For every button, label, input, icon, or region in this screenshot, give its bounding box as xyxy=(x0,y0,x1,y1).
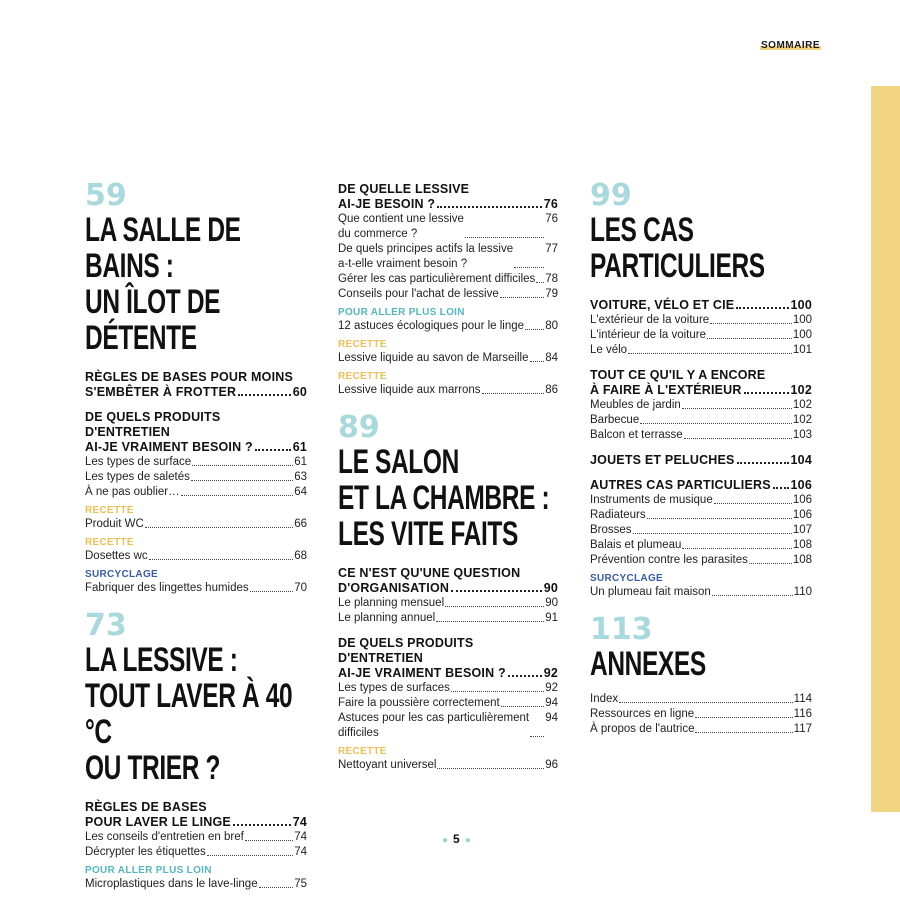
side-color-bar xyxy=(871,86,900,812)
toc-column-2 xyxy=(338,180,558,773)
recette-tag: RECETTE xyxy=(338,746,387,757)
toc-entry[interactable]: À propos de l'autrice 117 xyxy=(590,723,812,735)
toc-entry[interactable]: Balcon et terrasse 103 xyxy=(590,429,812,441)
chapter-title: ANNEXES xyxy=(590,645,706,683)
toc-entry[interactable]: Un plumeau fait maison 110 xyxy=(590,586,812,598)
toc-entry[interactable]: Nettoyant universel 96 xyxy=(338,759,558,771)
chapter-page-number: 89 xyxy=(338,410,380,445)
recette-tag: RECETTE xyxy=(85,505,134,516)
toc-entry[interactable]: Décrypter les étiquettes 74 xyxy=(85,846,307,858)
page-number: ● 5 ● xyxy=(442,832,471,846)
toc-entry[interactable]: Barbecue 102 xyxy=(590,414,812,426)
section-heading[interactable]: AUTRES CAS PARTICULIERS 106 xyxy=(590,478,812,492)
chapter-page-number: 73 xyxy=(85,608,127,643)
bullet-icon: ● xyxy=(442,835,449,846)
chapter-title: LA SALLE DE BAINS : UN ÎLOT DE DÉTENTE xyxy=(85,211,241,357)
chapter-title: LE SALON ET LA CHAMBRE : LES VITE FAITS xyxy=(338,443,550,553)
chapter-title: LA LESSIVE : TOUT LAVER À 40 °C OU TRIER ? xyxy=(85,641,293,787)
toc-entry[interactable]: À ne pas oublier… 64 xyxy=(85,486,307,498)
toc-entry[interactable]: Que contient une lessive du commerce ? 76 xyxy=(338,213,558,240)
toc-entry[interactable]: Lessive liquide au savon de Marseille 84 xyxy=(338,352,558,364)
toc-entry[interactable]: Le planning mensuel 90 xyxy=(338,597,558,609)
recette-tag: RECETTE xyxy=(338,339,387,350)
section-heading[interactable]: CE N'EST QU'UNE QUESTION D'ORGANISATION 90 xyxy=(338,566,558,595)
toc-entry[interactable]: L'intérieur de la voiture 100 xyxy=(590,329,812,341)
toc-entry[interactable]: Produit WC 66 xyxy=(85,518,307,530)
toc-entry[interactable]: Prévention contre les parasites 108 xyxy=(590,554,812,566)
section-heading[interactable]: RÈGLES DE BASES POUR MOINS S'EMBÊTER À FROTTER 60 xyxy=(85,370,307,399)
section-heading[interactable]: TOUT CE QU'IL Y A ENCORE À FAIRE À L'EXTÉRIEUR 102 xyxy=(590,368,812,397)
section-heading[interactable]: DE QUELLE LESSIVE AI-JE BESOIN ? 76 xyxy=(338,182,558,211)
toc-entry[interactable]: Balais et plumeau 108 xyxy=(590,539,812,551)
toc-entry[interactable]: Dosettes wc 68 xyxy=(85,550,307,562)
chapter-page-number: 59 xyxy=(85,178,127,213)
pour-aller-plus-loin-tag: POUR ALLER PLUS LOIN xyxy=(85,865,212,876)
surcyclage-tag: SURCYCLAGE xyxy=(85,569,159,580)
toc-column-1 xyxy=(85,180,307,892)
toc-entry[interactable]: De quels principes actifs la lessive a-t-elle vraiment besoin ? 77 xyxy=(338,243,558,270)
toc-entry[interactable]: Le vélo 101 xyxy=(590,344,812,356)
toc-entry[interactable]: 12 astuces écologiques pour le linge 80 xyxy=(338,320,558,332)
toc-entry[interactable]: Gérer les cas particulièrement difficiles 78 xyxy=(338,273,558,285)
toc-entry[interactable]: Meubles de jardin 102 xyxy=(590,399,812,411)
toc-entry[interactable]: Microplastiques dans le lave-linge 75 xyxy=(85,878,307,890)
surcyclage-tag: SURCYCLAGE xyxy=(590,573,664,584)
toc-entry[interactable]: Conseils pour l'achat de lessive 79 xyxy=(338,288,558,300)
chapter-title: LES CAS PARTICULIERS xyxy=(590,211,765,285)
toc-entry[interactable]: Les types de surface 61 xyxy=(85,456,307,468)
toc-entry[interactable]: Les types de surfaces 92 xyxy=(338,682,558,694)
recette-tag: RECETTE xyxy=(338,371,387,382)
pour-aller-plus-loin-tag: POUR ALLER PLUS LOIN xyxy=(338,307,465,318)
toc-entry[interactable]: Instruments de musique 106 xyxy=(590,494,812,506)
toc-entry[interactable]: Lessive liquide aux marrons 86 xyxy=(338,384,558,396)
section-heading[interactable]: DE QUELS PRODUITS D'ENTRETIEN AI-JE VRAIMENT BESOIN ? 92 xyxy=(338,636,558,680)
toc-column-3 xyxy=(590,180,812,737)
toc-entry[interactable]: Les types de saletés 63 xyxy=(85,471,307,483)
section-heading[interactable]: VOITURE, VÉLO ET CIE 100 xyxy=(590,298,812,312)
section-heading[interactable]: DE QUELS PRODUITS D'ENTRETIEN AI-JE VRAIMENT BESOIN ? 61 xyxy=(85,410,307,454)
toc-entry[interactable]: Index 114 xyxy=(590,693,812,705)
toc-entry[interactable]: L'extérieur de la voiture 100 xyxy=(590,314,812,326)
chapter-page-number: 99 xyxy=(590,178,632,213)
toc-entry[interactable]: Le planning annuel 91 xyxy=(338,612,558,624)
toc-entry[interactable]: Faire la poussière correctement 94 xyxy=(338,697,558,709)
toc-entry[interactable]: Fabriquer des lingettes humides 70 xyxy=(85,582,307,594)
section-heading[interactable]: JOUETS ET PELUCHES 104 xyxy=(590,453,812,467)
section-label: SOMMAIRE xyxy=(761,40,820,51)
toc-entry[interactable]: Brosses 107 xyxy=(590,524,812,536)
chapter-page-number: 113 xyxy=(590,612,653,647)
section-heading[interactable]: RÈGLES DE BASES POUR LAVER LE LINGE 74 xyxy=(85,800,307,829)
toc-entry[interactable]: Ressources en ligne 116 xyxy=(590,708,812,720)
recette-tag: RECETTE xyxy=(85,537,134,548)
toc-entry[interactable]: Les conseils d'entretien en bref 74 xyxy=(85,831,307,843)
toc-entry[interactable]: Astuces pour les cas particulièrement difficiles 94 xyxy=(338,712,558,739)
bullet-icon: ● xyxy=(464,835,471,846)
toc-entry[interactable]: Radiateurs 106 xyxy=(590,509,812,521)
